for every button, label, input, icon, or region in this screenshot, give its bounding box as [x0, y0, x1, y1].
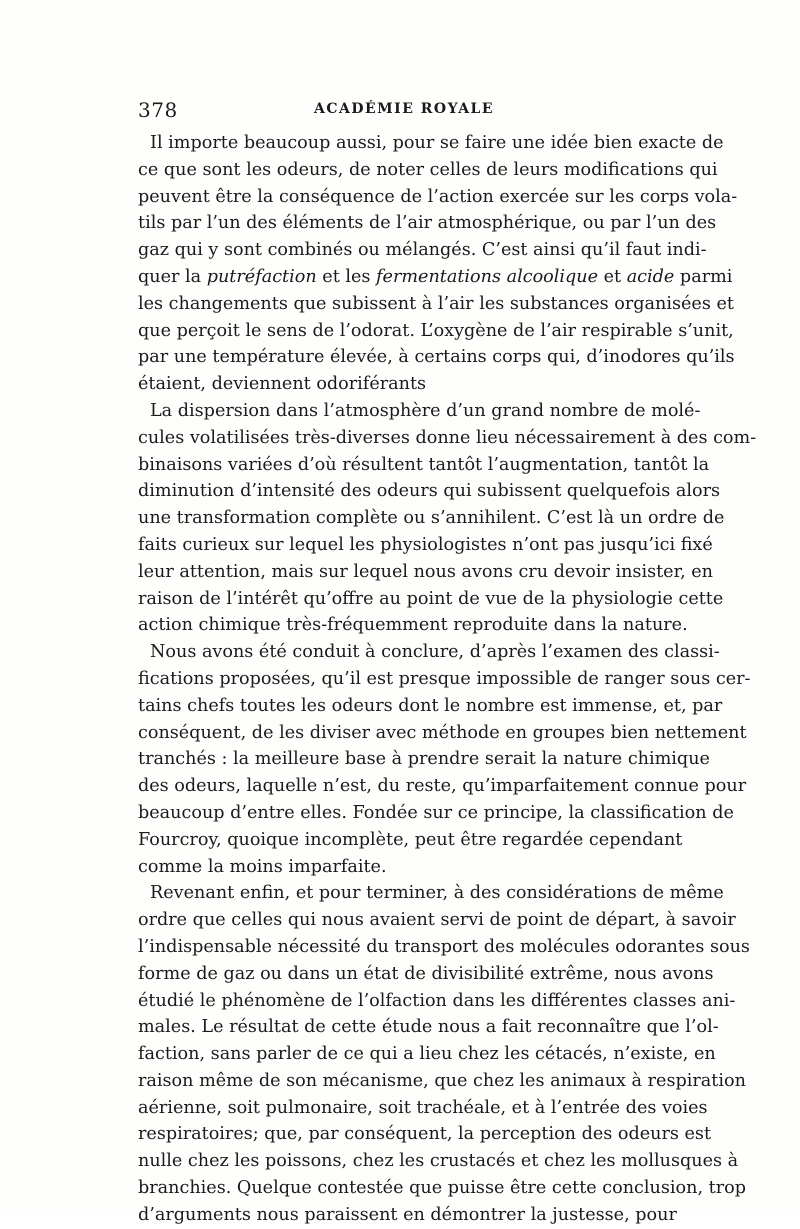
text-line: cules volatilisées très-diverses donne lieu nécessairement à des com- [138, 427, 757, 448]
text-line: action chimique très-fréquemment reproduite dans la nature. [138, 615, 688, 636]
text-line: respiratoires; que, par conséquent, la perception des odeurs est [138, 1124, 712, 1145]
text-line: La dispersion dans l’atmosphère d’un grand nombre de molé- [150, 400, 701, 421]
text-line: Nous avons été conduit à conclure, d’après l’examen des classi- [150, 642, 720, 663]
text-line: ce que sont les odeurs, de noter celles de leurs modifications qui [138, 159, 718, 180]
text-line: tils par l’un des éléments de l’air atmosphérique, ou par l’un des [138, 213, 717, 234]
paragraph-4 [138, 880, 750, 1228]
text-line: aérienne, soit pulmonaire, soit trachéale, et à l’entrée des voies [138, 1097, 708, 1118]
page-header [138, 98, 662, 122]
text-line: faits curieux sur lequel les physiologistes n’ont pas jusqu’ici fixé [138, 534, 713, 555]
text-line: faction, sans parler de ce qui a lieu chez les cétacés, n’existe, en [138, 1044, 716, 1065]
page-number: 378 [138, 98, 178, 122]
text-line: d’arguments nous paraissent en démontrer la justesse, pour [138, 1204, 677, 1225]
text-line: forme de gaz ou dans un état de divisibilité extrême, nous avons [138, 963, 714, 984]
text-line: par une température élevée, à certains corps qui, d’inodores qu’ils [138, 347, 735, 368]
text-line: l’indispensable nécessité du transport des molécules odorantes sous [138, 936, 750, 957]
text-line: beaucoup d’entre elles. Fondée sur ce principe, la classification de [138, 802, 734, 823]
text-line: étudié le phénomène de l’olfaction dans les différentes classes ani- [138, 990, 736, 1011]
text-line: nulle chez les poissons, chez les crustacés et chez les mollusques à [138, 1151, 739, 1172]
text-line: une transformation complète ou s’annihilent. C’est là un ordre de [138, 508, 725, 529]
text-line: les changements que subissent à l’air les substances organisées et [138, 293, 734, 314]
text-line: Il importe beaucoup aussi, pour se faire une idée bien exacte de [150, 133, 724, 153]
paragraph-3 [138, 639, 751, 880]
text-line: raison même de son mécanisme, que chez les animaux à respiration [138, 1070, 746, 1091]
text-line: tranchés : la meilleure base à prendre serait la nature chimique [138, 749, 710, 770]
running-head: ACADÉMIE ROYALE [314, 101, 495, 117]
paragraph-2 [138, 398, 757, 639]
text-line: que perçoit le sens de l’odorat. L’oxygène de l’air respirable s’unit, [138, 320, 734, 341]
text-line: peuvent être la conséquence de l’action exercée sur les corps vola- [138, 186, 738, 207]
text-line: leur attention, mais sur lequel nous avons cru devoir insister, en [138, 561, 714, 582]
text-line: comme la moins imparfaite. [138, 856, 387, 877]
text-line: des odeurs, laquelle n’est, du reste, qu’imparfaitement connue pour [138, 776, 747, 797]
text-line: diminution d’intensité des odeurs qui subissent quelquefois alors [138, 481, 721, 502]
body-text [138, 130, 757, 1229]
text-line: Fourcroy, quoique incomplète, peut être regardée cependant [138, 829, 683, 850]
text-line: raison de l’intérêt qu’offre au point de vue de la physiologie cette [138, 588, 724, 609]
text-line-italic-terms: quer la putréfaction et les fermentations alcoolique et acide parmi [138, 266, 733, 287]
text-line: tains chefs toutes les odeurs dont le nombre est immense, et, par [138, 695, 723, 716]
text-line: Revenant enfin, et pour terminer, à des considérations de même [150, 883, 724, 904]
text-line: males. Le résultat de cette étude nous a fait reconnaître que l’ol- [138, 1017, 719, 1038]
text-line: gaz qui y sont combinés ou mélangés. C’est ainsi qu’il faut indi- [138, 240, 707, 261]
text-line: binaisons variées d’où résultent tantôt l’augmentation, tantôt la [138, 454, 710, 475]
paragraph-1 [138, 130, 738, 398]
text-line: branchies. Quelque contestée que puisse être cette conclusion, trop [138, 1178, 746, 1199]
text-line: fications proposées, qu’il est presque impossible de ranger sous cer- [138, 668, 751, 689]
text-line: ordre que celles qui nous avaient servi de point de départ, à savoir [138, 910, 736, 931]
text-line: conséquent, de les diviser avec méthode en groupes bien nettement [138, 722, 747, 743]
text-line: étaient, deviennent odoriférants [138, 374, 427, 395]
